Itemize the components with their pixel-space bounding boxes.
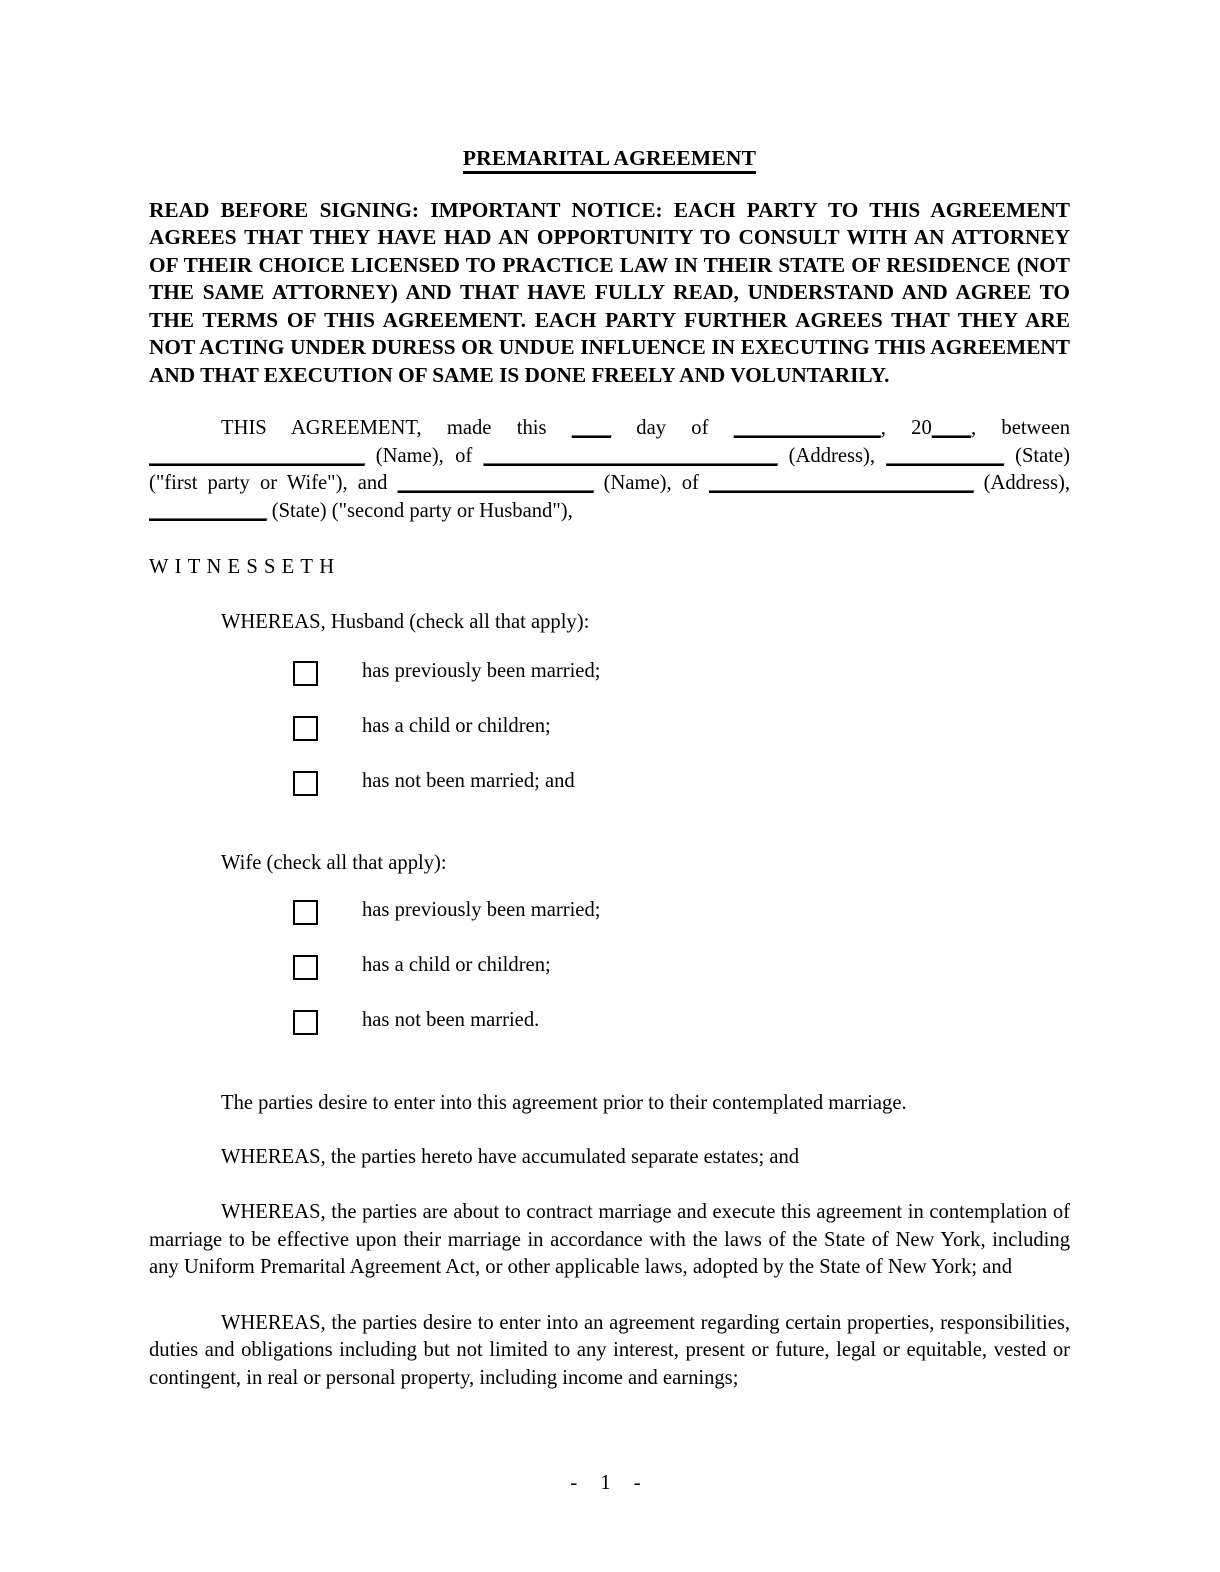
- agreement-intro-text: (Name), of: [364, 444, 484, 467]
- wife-checkbox-list: [149, 877, 1070, 1062]
- wife-section-heading: Wife (check all that apply):: [221, 851, 447, 874]
- agreement-intro-text: THIS AGREEMENT, made this: [221, 417, 572, 439]
- agreement-intro-text: (Address),: [777, 444, 887, 467]
- important-notice-paragraph: READ BEFORE SIGNING: IMPORTANT NOTICE: EACH PARTY TO THIS AGREEMENT AGREES THAT THEY HAVE HAD AN OPPORTUNITY TO CONSULT WITH AN ATTORNEY OF THEIR CHOICE LICENSED TO PRACTICE LAW IN THEIR STATE OF RESIDENCE (NOT THE SAME ATTORNEY) AND THAT HAVE FULLY READ, UNDERSTAND AND AGREE TO THE TERMS OF THIS AGREEMENT. EACH PARTY FURTHER AGREES THAT THEY ARE NOT ACTING UNDER DURESS OR UNDUE INFLUENCE IN EXECUTING THIS AGREEMENT AND THAT EXECUTION OF SAME IS DONE FREELY AND VOLUNTARILY.: [149, 197, 1070, 387]
- fill-in-blank[interactable]: ____________________: [397, 472, 594, 494]
- recital-contract: WHEREAS, the parties are about to contract marriage and execute this agreement in contemplation of marriage to be effective upon their marriage in accordance with the laws of the State of New York, including any Uniform Premarital Agreement Act, or other applicable laws, adopted by the State of New York; and: [149, 1201, 1070, 1278]
- checkbox-label: has previously been married;: [362, 899, 601, 921]
- checkbox-row[interactable]: [149, 1007, 1070, 1062]
- page-title-text: PREMARITAL AGREEMENT: [463, 146, 756, 174]
- checkbox-icon[interactable]: [293, 900, 318, 925]
- agreement-intro-text: , 20: [880, 417, 932, 439]
- agreement-intro-text: (State) ("second party or Husband"),: [266, 499, 573, 522]
- fill-in-blank[interactable]: ____________: [886, 444, 1004, 467]
- agreement-intro-text: , between: [970, 417, 1071, 439]
- checkbox-label: has not been married.: [362, 1009, 540, 1031]
- husband-section-heading: WHEREAS, Husband (check all that apply):: [221, 611, 590, 633]
- checkbox-icon[interactable]: [293, 771, 318, 796]
- page-title: [149, 0, 1070, 170]
- recital-properties: WHEREAS, the parties desire to enter into an agreement regarding certain properties, responsibilities, duties and obligations including but not limited to any interest, present or future, legal or equitable, vested or contingent, in real or personal property, including income and earnings;: [149, 1311, 1070, 1389]
- page-number-footer: - 1 -: [570, 1472, 650, 1494]
- fill-in-blank[interactable]: ______________________________: [483, 444, 778, 467]
- checkbox-icon[interactable]: [293, 661, 318, 686]
- checkbox-row[interactable]: [149, 713, 1070, 768]
- checkbox-icon[interactable]: [293, 1010, 318, 1035]
- checkbox-icon[interactable]: [293, 955, 318, 980]
- fill-in-blank[interactable]: _______________: [733, 417, 881, 439]
- fill-in-blank[interactable]: ___________________________: [709, 472, 974, 494]
- agreement-intro-text: (State) ("first party or Wife"), and: [149, 444, 1070, 494]
- agreement-intro-paragraph: [149, 389, 1070, 525]
- checkbox-label: has previously been married;: [362, 659, 601, 682]
- page-content: [149, 0, 1070, 1392]
- agreement-intro-text: day of: [610, 417, 734, 439]
- checkbox-row[interactable]: [149, 897, 1070, 952]
- agreement-intro-text: (Address),: [973, 472, 1070, 494]
- checkbox-label: has a child or children;: [362, 954, 551, 976]
- fill-in-blank[interactable]: ____: [931, 417, 971, 439]
- recital-accumulated: WHEREAS, the parties hereto have accumulated separate estates; and: [221, 1145, 800, 1168]
- fill-in-blank[interactable]: ____: [571, 417, 611, 439]
- agreement-intro-text: (Name), of: [593, 472, 710, 494]
- witnesseth-heading: WITNESSETH: [149, 556, 341, 578]
- fill-in-blank[interactable]: ______________________: [149, 444, 365, 467]
- husband-checkbox-list: [149, 637, 1070, 823]
- checkbox-label: has not been married; and: [362, 769, 575, 792]
- recital-desire: The parties desire to enter into this agreement prior to their contemplated marriage.: [221, 1092, 907, 1114]
- checkbox-row[interactable]: [149, 658, 1070, 713]
- checkbox-icon[interactable]: [293, 716, 318, 741]
- checkbox-row[interactable]: [149, 768, 1070, 823]
- fill-in-blank[interactable]: ____________: [149, 499, 267, 522]
- checkbox-row[interactable]: [149, 952, 1070, 1007]
- checkbox-label: has a child or children;: [362, 714, 551, 737]
